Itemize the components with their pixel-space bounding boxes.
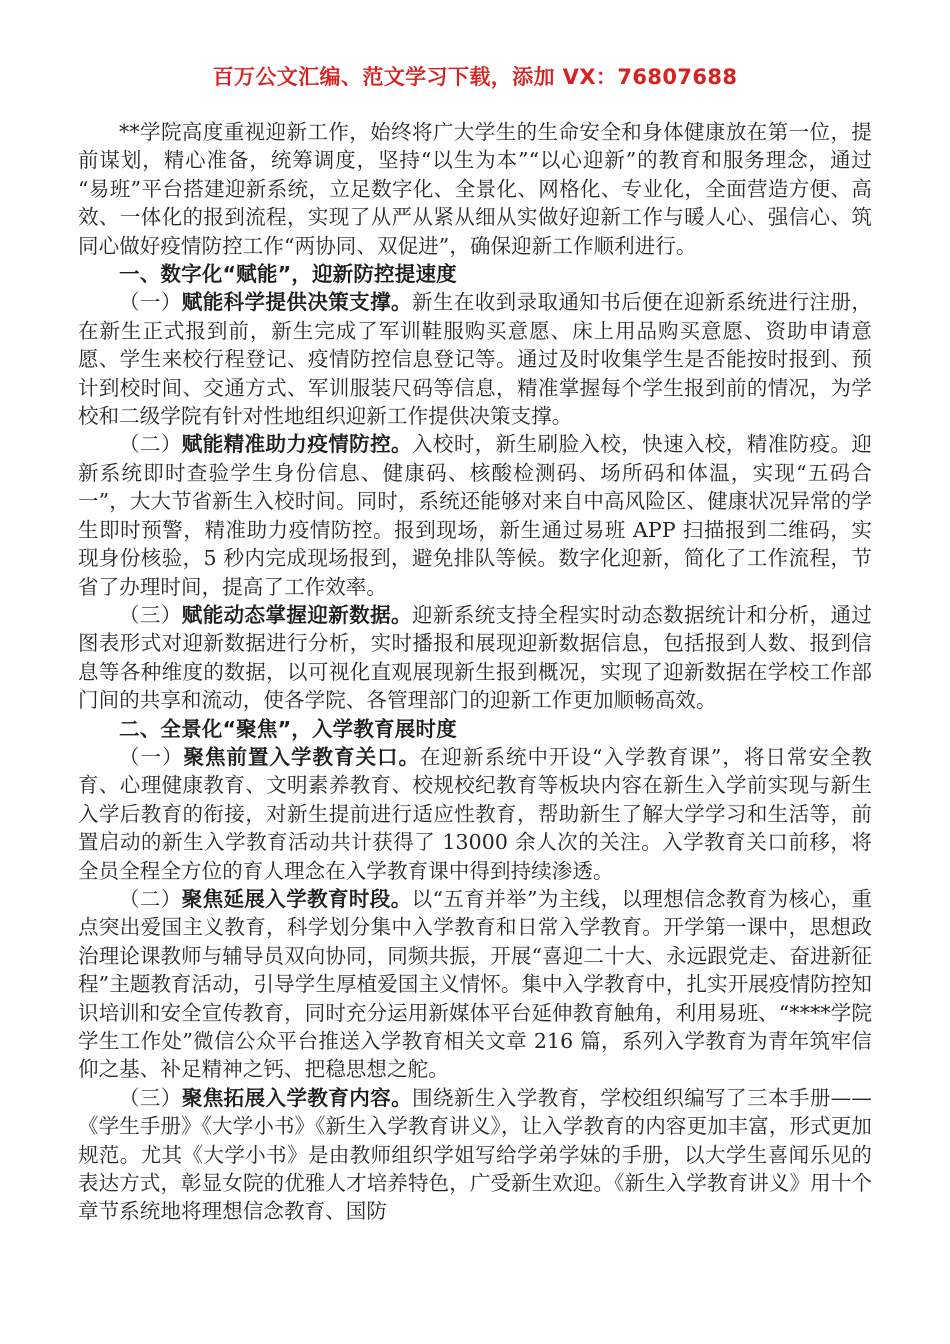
subsection-title: 聚焦前置入学教育关口。	[183, 744, 420, 769]
subsection-title: 赋能精准助力疫情防控。	[181, 432, 412, 457]
subsection-title: 赋能动态掌握迎新数据。	[181, 602, 412, 627]
subsection-paragraph	[78, 885, 872, 1084]
promo-header-banner	[0, 64, 950, 90]
subsection-paragraph	[78, 1084, 872, 1226]
subsection-body-text: 入校时，新生刷脸入校，快速入校，精准防疫。迎新系统即时查验学生身份信息、健康码、核酸检测码、场所码和体温，实现“五码合一”，大大节省新生入校时间。同时，系统还能够对来自中高风险区、健康状况异常的学生即时预警，精准助力疫情防控。报到现场，新生通过易班 APP 扫描报到二维码，实现身份核验，5 秒内完成现场报到，避免排队等候。数字化迎新，简化了工作流程，节省了办理时间，提高了工作效率。	[78, 432, 872, 599]
subsection-paragraph	[78, 601, 872, 715]
subsection-paragraph	[78, 430, 872, 600]
subsection-body-text: 迎新系统支持全程实时动态数据统计和分析，通过图表形式对迎新数据进行分析，实时播报和展现迎新数据信息，包括报到人数、报到信息等各种维度的数据，以可视化直观展现新生报到概况，实现了迎新数据在学校工作部门间的共享和流动，使各学院、各管理部门的迎新工作更加顺畅高效。	[78, 602, 872, 713]
subsection-title: 聚焦拓展入学教育内容。	[181, 1085, 413, 1110]
subsection-marker: （三）	[119, 602, 182, 627]
subsection-title: 赋能科学提供决策支撑。	[181, 290, 412, 315]
subsection-title: 聚焦延展入学教育时段。	[181, 886, 412, 911]
subsection-marker: （二）	[119, 432, 182, 457]
section-heading: 二、全景化“聚焦”，入学教育展时度	[119, 716, 457, 741]
document-body	[78, 118, 872, 1226]
body-paragraph: **学院高度重视迎新工作，始终将广大学生的生命安全和身体健康放在第一位，提前谋划，精心准备，统筹调度，坚持“以生为本”“以心迎新”的教育和服务理念，通过 “易班”平台搭建迎新系统，立足数字化、全景化、网格化、专业化，全面营造方便、高效、一体化的报到流程，实现了从严从紧从细从实做好迎新工作与暖人心、强信心、筑同心做好疫情防控工作“两协同、双促进”，确保迎新工作顺利进行。	[78, 120, 872, 258]
subsection-body-text: 以“五育并举”为主线，以理想信念教育为核心，重点突出爱国主义教育，科学划分集中入学教育和日常入学教育。开学第一课中，思想政治理论课教师与辅导员双向协同，同频共振，开展“喜迎二十大、永远跟党走、奋进新征程”主题教育活动，引导学生厚植爱国主义情怀。集中入学教育中，扎实开展疫情防控知识培训和安全宣传教育，同时充分运用新媒体平台延伸教育触角，利用易班、“****学院学生工作处”微信公众平台推送入学教育相关文章 216 篇，系列入学教育为青年筑牢信仰之基、补足精神之钙、把稳思想之舵。	[78, 886, 872, 1082]
subsection-marker: （一）	[119, 290, 182, 315]
subsection-marker: （一）	[119, 744, 184, 769]
promo-header-text: 百万公文汇编、范文学习下载，添加 VX：76807688	[212, 65, 738, 89]
subsection-paragraph	[78, 743, 872, 885]
subsection-body-text: 在迎新系统中开设“入学教育课”，将日常安全教育、心理健康教育、文明素养教育、校规校纪教育等板块内容在新生入学前实现与新生入学后教育的衔接，对新生提前进行适应性教育，帮助新生了解大学学习和生活等，前置启动的新生入学教育活动共计获得了 13000 余人次的关注。入学教育关口前移，将全员全程全方位的育人理念在入学教育课中得到持续渗透。	[78, 744, 872, 883]
subsection-body-text: 围绕新生入学教育，学校组织编写了三本手册——《学生手册》《大学小书》《新生入学教育讲义》，让入学教育的内容更加丰富，形式更加规范。尤其《大学小书》是由教师组织学姐写给学弟学妹的手册，以大学生喜闻乐见的表达方式，彰显女院的优雅人才培养特色，广受新生欢迎。《新生入学教育讲义》用十个章节系统地将理想信念教育、国防	[78, 1085, 872, 1224]
subsection-paragraph	[78, 288, 872, 430]
subsection-marker: （二）	[119, 886, 182, 911]
subsection-body-text: 新生在收到录取通知书后便在迎新系统进行注册，在新生正式报到前，新生完成了军训鞋服购买意愿、床上用品购买意愿、资助申请意愿、学生来校行程登记、疫情防控信息登记等。通过及时收集学生是否能按时报到、预计到校时间、交通方式、军训服装尺码等信息，精准掌握每个学生报到前的情况，为学校和二级学院有针对性地组织迎新工作提供决策支撑。	[78, 290, 872, 429]
subsection-marker: （三）	[119, 1085, 182, 1110]
section-heading: 一、数字化“赋能”，迎新防控提速度	[119, 262, 457, 287]
